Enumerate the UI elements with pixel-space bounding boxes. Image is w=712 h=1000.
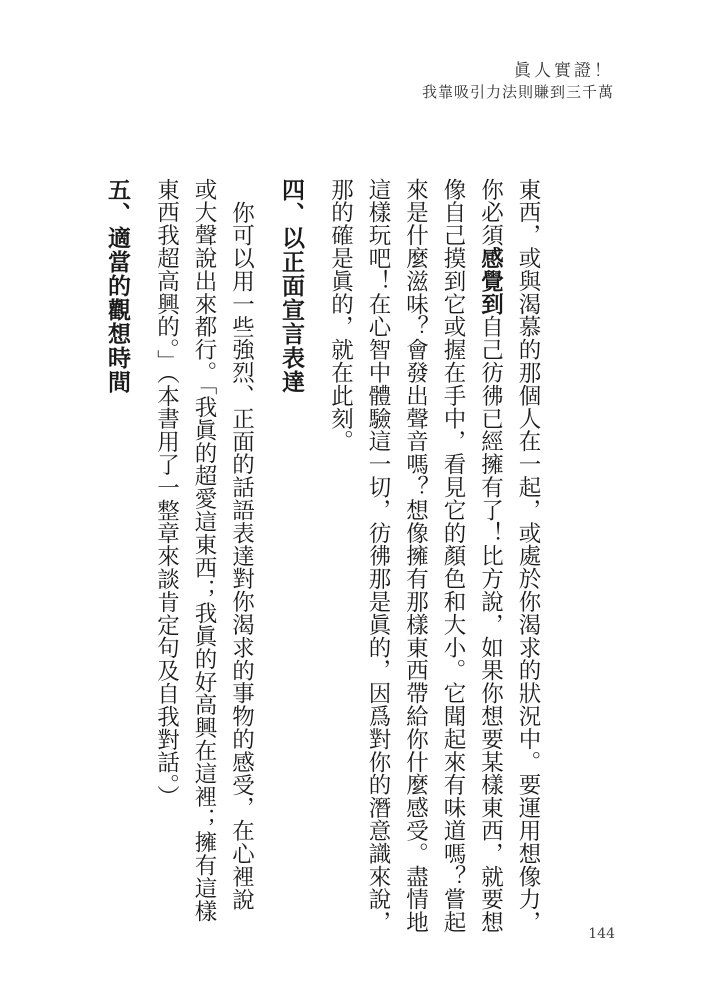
paragraph-gap	[135, 178, 147, 898]
paragraph-gap	[260, 178, 272, 898]
text-line: 你可以用一些強烈、正面的話語表達對你渴求的事物的感受，在心裡說	[228, 201, 255, 911]
running-header	[422, 60, 614, 102]
text-line: 或大聲說出來都行。「我眞的超愛這東西；我眞的好高興在這裡；擁有這樣	[191, 178, 217, 923]
text-line: 那的確是眞的，就在此刻。	[327, 178, 354, 453]
text-line: 東西我超高興的。」（本書用了一整章來談肯定句及自我對話。）	[153, 178, 180, 809]
book-subtitle: 我靠吸引力法則賺到三千萬	[421, 83, 614, 101]
body-text	[98, 178, 547, 934]
book-title: 眞人實證！	[514, 61, 614, 81]
text-line: 這樣玩吧！在心智中體驗這一切，彷彿那是眞的，因爲對你的潛意識來說，	[365, 178, 391, 934]
text-fragment: 你必須	[477, 178, 504, 247]
text-fragment: 自己彷彿已經擁有了！比方說，如果你想要某樣東西，就要想	[477, 315, 504, 934]
text-line	[471, 178, 509, 934]
page-number: 144	[588, 926, 615, 942]
text-line: 東西，或與渴慕的那個人在一起，或處於你渴求的狀況中。要運用想像力，	[515, 178, 541, 934]
section-heading: 四、以正面宣言表達	[278, 178, 304, 394]
text-line: 來是什麼滋味？會發出聲音嗎？想像擁有那樣東西帶給你什麼感受。盡情地	[402, 178, 429, 934]
emphasis-text: 感覺到	[477, 246, 504, 316]
text-line: 像自己摸到它或握在手中，看見它的顏色和大小。它聞起來有味道嗎？嘗起	[440, 178, 466, 934]
section-heading: 五、適當的觀想時間	[104, 178, 130, 394]
paragraph-gap	[309, 178, 321, 898]
